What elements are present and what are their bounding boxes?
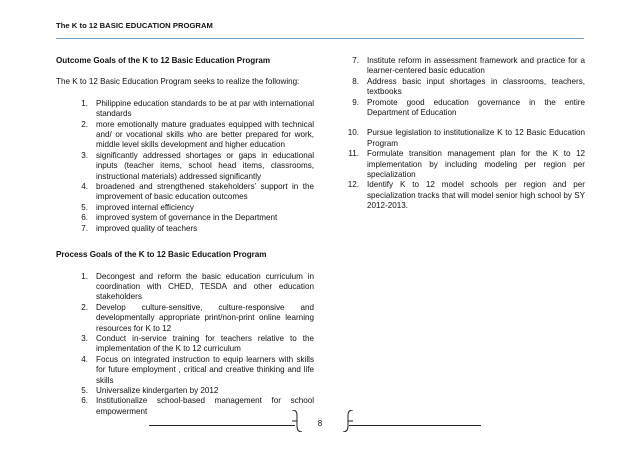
- list-item-number: 6.: [81, 396, 88, 406]
- process-goals-list: [56, 272, 314, 418]
- list-item-text: improved internal efficiency: [96, 202, 194, 212]
- footer-rule-left: [149, 425, 295, 426]
- outcome-goals-heading: Outcome Goals of the K to 12 Basic Education Program: [56, 56, 271, 65]
- list-item-number: 4.: [81, 354, 88, 364]
- list-item-text: improved quality of teachers: [96, 223, 198, 233]
- list-item: [56, 213, 314, 223]
- process-goals-list-continued: [341, 56, 585, 118]
- right-column: [341, 56, 585, 212]
- list-item-text: Institutionalize school-based management for school empowerment: [96, 396, 314, 416]
- list-item-text: Philippine education standards to be at par with international standards: [96, 98, 314, 119]
- process-goals-heading: Process Goals of the K to 12 Basic Education Program: [56, 250, 267, 260]
- list-item-number: 5.: [81, 202, 88, 212]
- list-item-text: Focus on integrated instruction to equip learners with skills for future employment , critical and creative thinking and life skills: [96, 354, 314, 385]
- outcome-goals-list: [56, 99, 314, 234]
- list-item: [56, 334, 314, 355]
- list-item-number: 10.: [347, 128, 359, 138]
- list-item-text: Identify K to 12 model schools per region and per specialization tracks that will model senior high school by SY 2012-2013.: [367, 180, 585, 211]
- outcome-goals-intro: The K to 12 Basic Education Program seeks to realize the following:: [56, 77, 300, 87]
- list-item-text: Decongest and reform the basic education curriculum in coordination with CHED, TESDA and other education stakeholders: [96, 271, 314, 302]
- list-item: [56, 355, 314, 386]
- list-item: [56, 203, 314, 213]
- list-item-number: 4.: [81, 182, 88, 192]
- list-item-number: 1.: [81, 271, 88, 281]
- page-number: 8: [317, 419, 323, 428]
- list-item: [56, 386, 314, 396]
- document-header-title: The K to 12 BASIC EDUCATION PROGRAM: [56, 21, 213, 30]
- list-item-number: 7.: [81, 223, 88, 233]
- list-item-number: 11.: [348, 149, 359, 159]
- process-goals-list-continued-2: [341, 128, 585, 211]
- list-item-text: Formulate transition management plan for the K to 12 implementation by including modeling per region per specialization: [367, 149, 585, 180]
- list-item-text: Promote good education governance in the entire Department of Education: [367, 97, 585, 118]
- list-item-number: 3.: [81, 150, 88, 160]
- list-item: [56, 99, 314, 120]
- list-item: [56, 303, 314, 334]
- list-item: [341, 56, 585, 77]
- list-item: [341, 180, 585, 211]
- list-item-text: Universalize kindergarten by 2012: [96, 385, 219, 395]
- list-item-text: more emotionally mature graduates equipped with technical and/ or vocational skills who are better prepared for work, middle level skills development and higher education: [96, 119, 314, 150]
- list-item-text: significantly addressed shortages or gaps in educational inputs (teacher items, school head items, classrooms, instructional materials) addressed significantly: [96, 150, 314, 181]
- list-item-text: Address basic input shortages in classrooms, teachers, textbooks: [367, 76, 585, 97]
- list-item: [56, 120, 314, 151]
- list-item-text: Develop culture-sensitive, culture-responsive and developmentally appropriate print/non-print online learning resources for K to 12: [96, 302, 314, 333]
- footer-rule-right: [349, 425, 481, 426]
- list-item: [341, 149, 585, 180]
- list-item-number: 7.: [352, 56, 359, 65]
- list-item-number: 9.: [352, 97, 359, 107]
- list-item: [341, 77, 585, 98]
- list-item-number: 5.: [81, 385, 88, 395]
- header-divider: [56, 38, 584, 39]
- list-item: [56, 151, 314, 182]
- list-item: [341, 128, 585, 149]
- footer-bracket-right-icon: [337, 410, 359, 432]
- list-item-number: 2.: [81, 119, 88, 129]
- list-item-number: 2.: [81, 302, 88, 312]
- list-item: [341, 98, 585, 119]
- list-item: [56, 182, 314, 203]
- list-item-number: 1.: [81, 98, 88, 108]
- list-item-text: improved system of governance in the Department: [96, 213, 278, 223]
- list-item-number: 3.: [81, 333, 88, 343]
- list-item-text: Pursue legislation to institutionalize K to 12 Basic Education Program: [367, 128, 585, 148]
- list-item-text: Conduct in-service training for teachers relative to the implementation of the K to 12 curriculum: [96, 333, 314, 354]
- list-item: [56, 224, 314, 234]
- list-item: [56, 272, 314, 303]
- left-column: [56, 56, 314, 417]
- list-item-text: broadened and strengthened stakeholders’ support in the improvement of basic education outcomes: [96, 182, 314, 202]
- list-item-number: 6.: [81, 213, 88, 223]
- list-item-text: Institute reform in assessment framework and practice for a learner-centered basic education: [367, 56, 585, 76]
- list-item-number: 12.: [347, 180, 359, 190]
- list-item-number: 8.: [352, 76, 359, 86]
- list-item: [56, 396, 314, 417]
